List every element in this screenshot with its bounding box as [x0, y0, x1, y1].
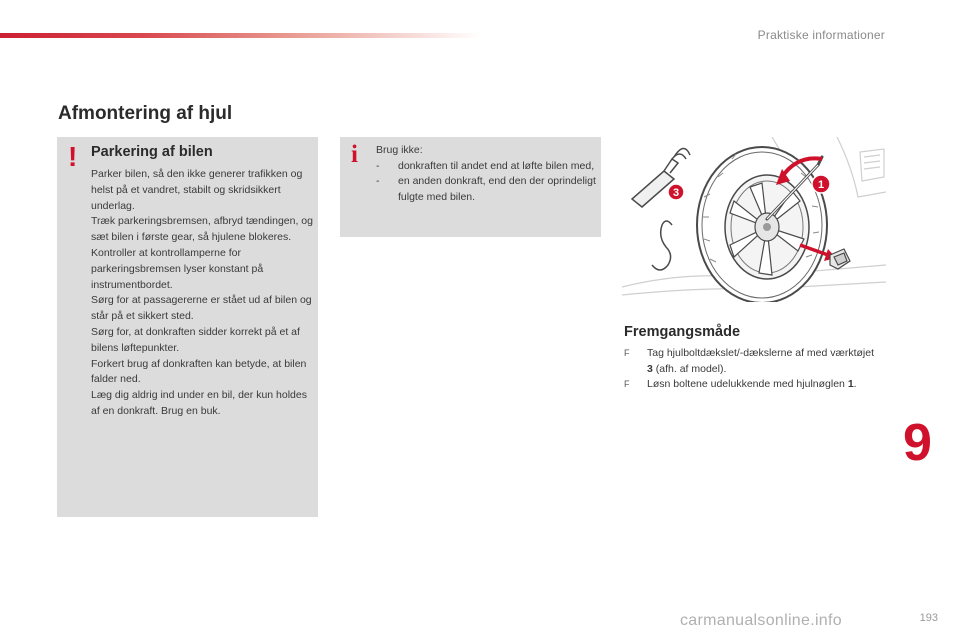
warning-paragraph: Sørg for, at donkraften sidder korrekt på et af bilens løftepunkter.: [91, 325, 300, 354]
callout-1-label: 1: [817, 179, 825, 191]
warning-paragraph: Parker bilen, så den ikke generer trafikken og helst på et vandret, stabilt og skridsikkert underlag.: [91, 168, 303, 212]
list-dash: -: [376, 159, 380, 172]
info-item-text: en anden donkraft, end den der oprindeligt fulgte med bilen.: [398, 175, 596, 203]
procedure-item: [624, 377, 874, 393]
procedure-ref-number: 1: [847, 378, 854, 390]
info-icon: i: [351, 141, 358, 168]
procedure-text: Tag hjulboltdækslet/-dækslerne af med værktøjet: [647, 347, 875, 359]
page-number: 193: [919, 612, 938, 624]
procedure-ref-number: 3: [647, 362, 653, 375]
warning-paragraph: Træk parkeringsbremsen, afbryd tændingen, og sæt bilen i første gear, så hjulene blokeres.: [91, 215, 313, 244]
procedure-item: [624, 346, 874, 377]
page-title: Afmontering af hjul: [58, 103, 233, 124]
procedure-title: Fremgangsmåde: [624, 324, 741, 340]
procedure-item-text: [647, 377, 857, 393]
info-body: [376, 143, 596, 205]
wheel-illustration-svg: [622, 137, 886, 302]
procedure-item-text: [647, 346, 874, 377]
warning-box: [57, 137, 318, 517]
info-list-item: [376, 174, 596, 205]
chapter-number: 9: [903, 414, 932, 472]
warning-paragraph: Forkert brug af donkraften kan betyde, at bilen falder ned.: [91, 357, 307, 386]
procedure-text: .: [853, 378, 857, 390]
info-intro: Brug ikke:: [376, 144, 423, 156]
info-box: [340, 137, 601, 237]
warning-paragraph: Sørg for at passagererne er stået ud af bilen og står på et sikkert sted.: [91, 294, 312, 323]
procedure-text: Løsn boltene udelukkende med hjulnøglen: [647, 378, 848, 390]
procedure-list: [624, 346, 874, 393]
list-dash: -: [376, 175, 380, 187]
warning-body: [91, 167, 313, 420]
warning-icon: !: [68, 141, 78, 172]
warning-paragraph: Kontroller at kontrollamperne for parkeringsbremsen lyser konstant på instrumentbordet.: [91, 246, 264, 291]
procedure-bullet: F: [624, 348, 630, 358]
header-accent-bar: [0, 33, 480, 38]
watermark: carmanualsonline.info: [680, 612, 842, 629]
info-item-text: donkraften til andet end at løfte bilen med,: [398, 159, 595, 172]
section-title: Praktiske informationer: [757, 28, 885, 42]
warning-paragraph: Læg dig aldrig ind under en bil, der kun holdes af en donkraft. Brug en buk.: [91, 389, 307, 417]
wheel-removal-illustration: [622, 137, 886, 302]
procedure-bullet: F: [624, 379, 630, 389]
info-list-item: [376, 159, 596, 175]
warning-title: Parkering af bilen: [91, 144, 213, 160]
callout-3-label: 3: [672, 187, 680, 199]
procedure-text: (afh. af model).: [652, 362, 727, 375]
